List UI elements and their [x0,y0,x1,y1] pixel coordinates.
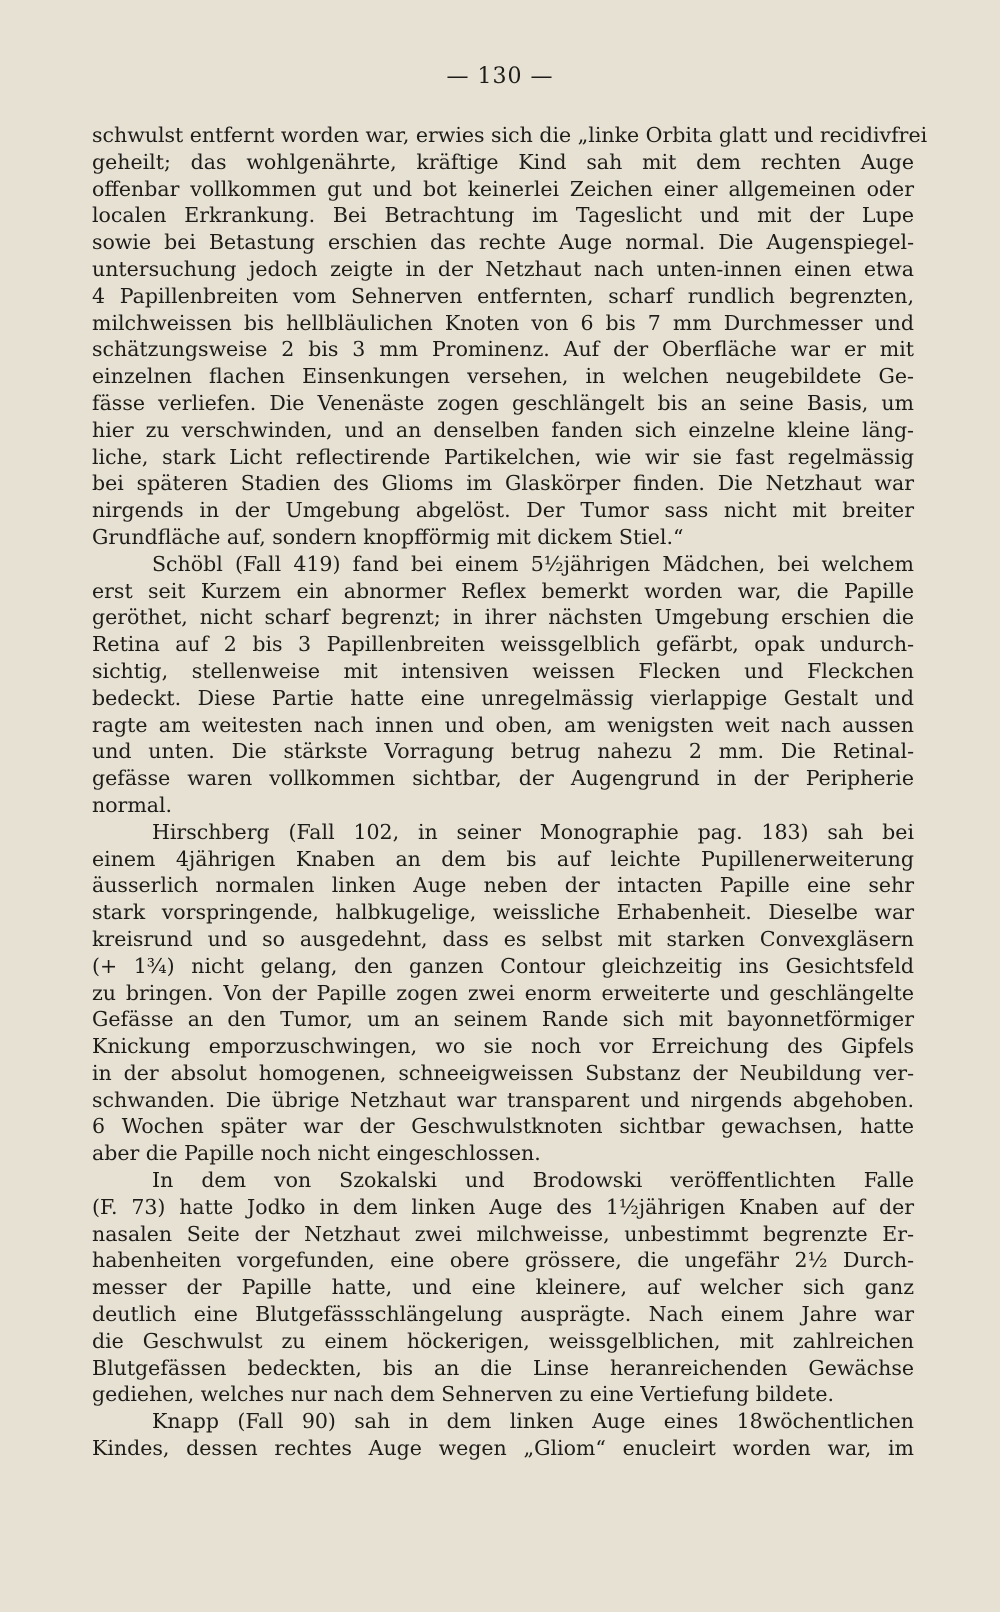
text-line: Retina auf 2 bis 3 Papillenbreiten weissgelblich gefärbt, opak undurch- [92,632,914,657]
text-line: nirgends in der Umgebung abgelöst. Der Tumor sass nicht mit breiter [92,498,914,523]
text-line: normal. [92,792,173,817]
text-line: Schöbl (Fall 419) fand bei einem 5½jährigen Mädchen, bei welchem [152,551,914,576]
text-line: Knapp (Fall 90) sah in dem linken Auge eines 18wöchentlichen [152,1409,914,1434]
text-line: In dem von Szokalski und Brodowski veröffentlichten Falle [152,1168,914,1193]
page-number: — 130 — [446,64,554,89]
text-line: erst seit Kurzem ein abnormer Reflex bemerkt worden war, die Papille [92,578,914,603]
text-line: schwanden. Die übrige Netzhaut war transparent und nirgends abgehoben. [92,1087,914,1112]
text-line: milchweissen bis hellbläulichen Knoten von 6 bis 7 mm Durchmesser und [92,310,914,335]
text-line: gefässe waren vollkommen sichtbar, der Augengrund in der Peripherie [92,766,914,791]
text-line: und unten. Die stärkste Vorragung betrug nahezu 2 mm. Die Retinal- [92,739,914,764]
text-line: geheilt; das wohlgenährte, kräftige Kind sah mit dem rechten Auge [92,149,914,174]
text-line: bei späteren Stadien des Glioms im Glaskörper finden. Die Netzhaut war [92,471,914,496]
text-line: ragte am weitesten nach innen und oben, am wenigsten weit nach aussen [92,712,914,737]
text-line: in der absolut homogenen, schneeigweissen Substanz der Neubildung ver- [92,1060,914,1085]
text-line: (+ 1¾) nicht gelang, den ganzen Contour gleichzeitig ins Gesichtsfeld [92,953,914,978]
text-line: (F. 73) hatte Jodko in dem linken Auge des 1½jährigen Knaben auf der [92,1194,914,1219]
text-line: Hirschberg (Fall 102, in seiner Monographie pag. 183) sah bei [152,819,914,844]
text-line: bedeckt. Diese Partie hatte eine unregelmässig vierlappige Gestalt und [92,685,914,710]
text-line: kreisrund und so ausgedehnt, dass es selbst mit starken Convexgläsern [92,926,914,951]
text-line: fässe verliefen. Die Venenäste zogen geschlängelt bis an seine Basis, um [92,390,914,415]
text-line: nasalen Seite der Netzhaut zwei milchweisse, unbestimmt begrenzte Er- [92,1221,914,1246]
text-line: Gefässe an den Tumor, um an seinem Rande sich mit bayonnetförmiger [92,1007,914,1032]
text-line: zu bringen. Von der Papille zogen zwei enorm erweiterte und geschlängelte [92,980,914,1005]
text-line: habenheiten vorgefunden, eine obere grössere, die ungefähr 2½ Durch- [92,1248,914,1273]
text-line: schätzungsweise 2 bis 3 mm Prominenz. Auf der Oberfläche war er mit [92,337,914,362]
text-line: die Geschwulst zu einem höckerigen, weissgelblichen, mit zahlreichen [92,1328,914,1353]
text-line: hier zu verschwinden, und an denselben fanden sich einzelne kleine läng- [92,417,914,442]
text-line: aber die Papille noch nicht eingeschlossen. [92,1141,541,1166]
text-line: einem 4jährigen Knaben an dem bis auf leichte Pupillenerweiterung [92,846,914,871]
text-line: Blutgefässen bedeckten, bis an die Linse heranreichenden Gewächse [92,1355,914,1380]
body-text [92,122,928,1462]
text-line: geröthet, nicht scharf begrenzt; in ihrer nächsten Umgebung erschien die [92,605,914,630]
text-line: offenbar vollkommen gut und bot keinerlei Zeichen einer allgemeinen oder [92,176,914,201]
text-line: localen Erkrankung. Bei Betrachtung im Tageslicht und mit der Lupe [92,203,914,228]
text-line: einzelnen flachen Einsenkungen versehen, in welchen neugebildete Ge- [92,364,914,389]
text-line: liche, stark Licht reflectirende Partikelchen, wie wir sie fast regelmässig [92,444,914,469]
text-line: Kindes, dessen rechtes Auge wegen „Gliom“ enucleirt worden war, im [92,1436,914,1461]
text-line: Knickung emporzuschwingen, wo sie noch vor Erreichung des Gipfels [92,1034,914,1059]
text-line: 4 Papillenbreiten vom Sehnerven entfernten, scharf rundlich begrenzten, [92,283,914,308]
text-line: messer der Papille hatte, und eine kleinere, auf welcher sich ganz [92,1275,914,1300]
text-line: gediehen, welches nur nach dem Sehnerven zu eine Vertiefung bildete. [92,1382,835,1407]
text-line: 6 Wochen später war der Geschwulstknoten sichtbar gewachsen, hatte [92,1114,914,1139]
text-line: untersuchung jedoch zeigte in der Netzhaut nach unten-innen einen etwa [92,256,914,281]
text-line: deutlich eine Blutgefässschlängelung ausprägte. Nach einem Jahre war [92,1302,914,1327]
text-line: sowie bei Betastung erschien das rechte Auge normal. Die Augenspiegel- [92,230,914,255]
text-line: sichtig, stellenweise mit intensiven weissen Flecken und Fleckchen [92,658,914,683]
text-line: Grundfläche auf, sondern knopfförmig mit dickem Stiel.“ [92,524,684,549]
text-line: äusserlich normalen linken Auge neben der intacten Papille eine sehr [92,873,914,898]
text-line: schwulst entfernt worden war, erwies sich die „linke Orbita glatt und recidivfrei [92,123,928,147]
text-line: stark vorspringende, halbkugelige, weissliche Erhabenheit. Dieselbe war [92,900,914,925]
